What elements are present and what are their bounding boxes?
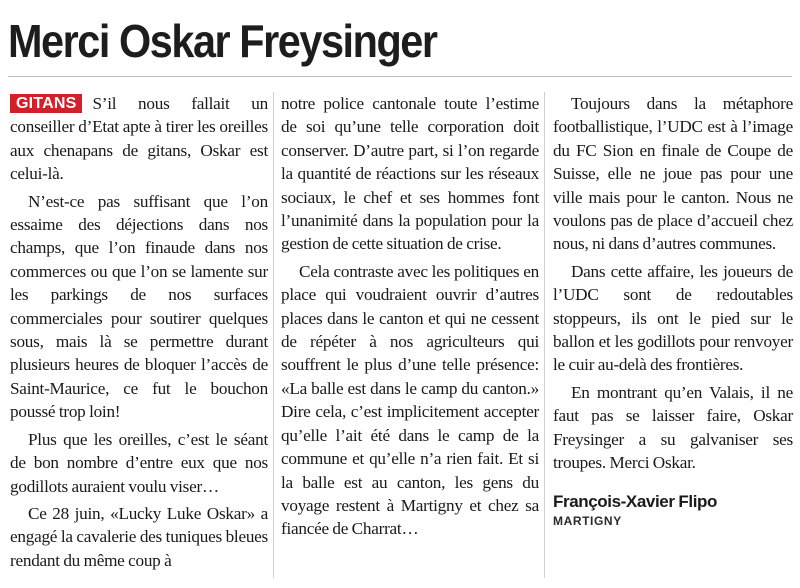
paragraph-text: S’il nous fallait un conseiller d’Etat apte à tirer les oreilles aux chenapans de gitans, Oskar est celui-là. xyxy=(10,94,268,184)
article-column-1 xyxy=(10,92,268,576)
paragraph xyxy=(10,92,268,186)
article-column-2 xyxy=(281,92,539,545)
paragraph: N’est-ce pas suffisant que l’on essaime des déjections dans nos champs, que l’on finaude dans nos commerces ou que l’on se lamente sur les parkings de nos surfaces commerciales pour soutirer quelques sous, mais là se permettre durant plusieurs heures de bloquer l’accès de Saint-Maurice, ce fut le bouchon poussé trop loin! xyxy=(10,191,268,422)
author-name: François-Xavier Flipo xyxy=(553,491,717,511)
column-separator xyxy=(544,92,545,578)
paragraph: Toujours dans la métaphore footballistique, l’UDC est à l’image du FC Sion en finale de Coupe de Suisse, elle ne joue pas pour une ville mais pour le canton. Nous ne voulons pas de place d’accueil chez nous, ni dans d’autres communes. xyxy=(553,94,793,254)
column-separator xyxy=(273,92,274,578)
headline-rule xyxy=(8,76,792,77)
author-place: MARTIGNY xyxy=(553,513,622,528)
paragraph: Cela contraste avec les politiques en place qui voudraient ouvrir d’autres places dans le canton et qui ne cessent de répéter à nos agriculteurs qui souffrent le plus d’une telle présence: «La balle est dans le camp du canton.» Dire cela, c’est implicitement accepter qu’elle l’ait été dans le camp de la commune et qu’elle n’a rien fait. Et si la balle est au canton, les gens du voyage restent à Martigny et chez sa fiancée de Charrat… xyxy=(281,261,539,539)
paragraph: Plus que les oreilles, c’est le séant de bon nombre d’entre eux que nos godillots auraient voulu viser… xyxy=(10,429,268,496)
paragraph: Dans cette affaire, les joueurs de l’UDC sont de redoutables stoppeurs, ils ont le pied sur le ballon et les godillots pour renvoyer le cuir au-delà des frontières. xyxy=(553,261,793,375)
article-headline: Merci Oskar Freysinger xyxy=(8,15,437,67)
paragraph: Ce 28 juin, «Lucky Luke Oskar» a engagé la cavalerie des tuniques bleues rendant du même coup à xyxy=(10,503,268,570)
category-tag: GITANS xyxy=(10,94,82,113)
article-column-3 xyxy=(553,92,793,530)
paragraph: En montrant qu’en Valais, il ne faut pas se laisser faire, Oskar Freysinger a su galvaniser ses troupes. Merci Oskar. xyxy=(553,382,793,473)
paragraph: notre police cantonale toute l’estime de soi qu’une telle corporation doit conserver. D’autre part, si l’on regarde la quantité de réactions sur les réseaux sociaux, le chef et ses hommes font l’unanimité dans la population pour la gestion de cette situation de crise. xyxy=(281,94,539,254)
author-signature xyxy=(553,491,793,530)
